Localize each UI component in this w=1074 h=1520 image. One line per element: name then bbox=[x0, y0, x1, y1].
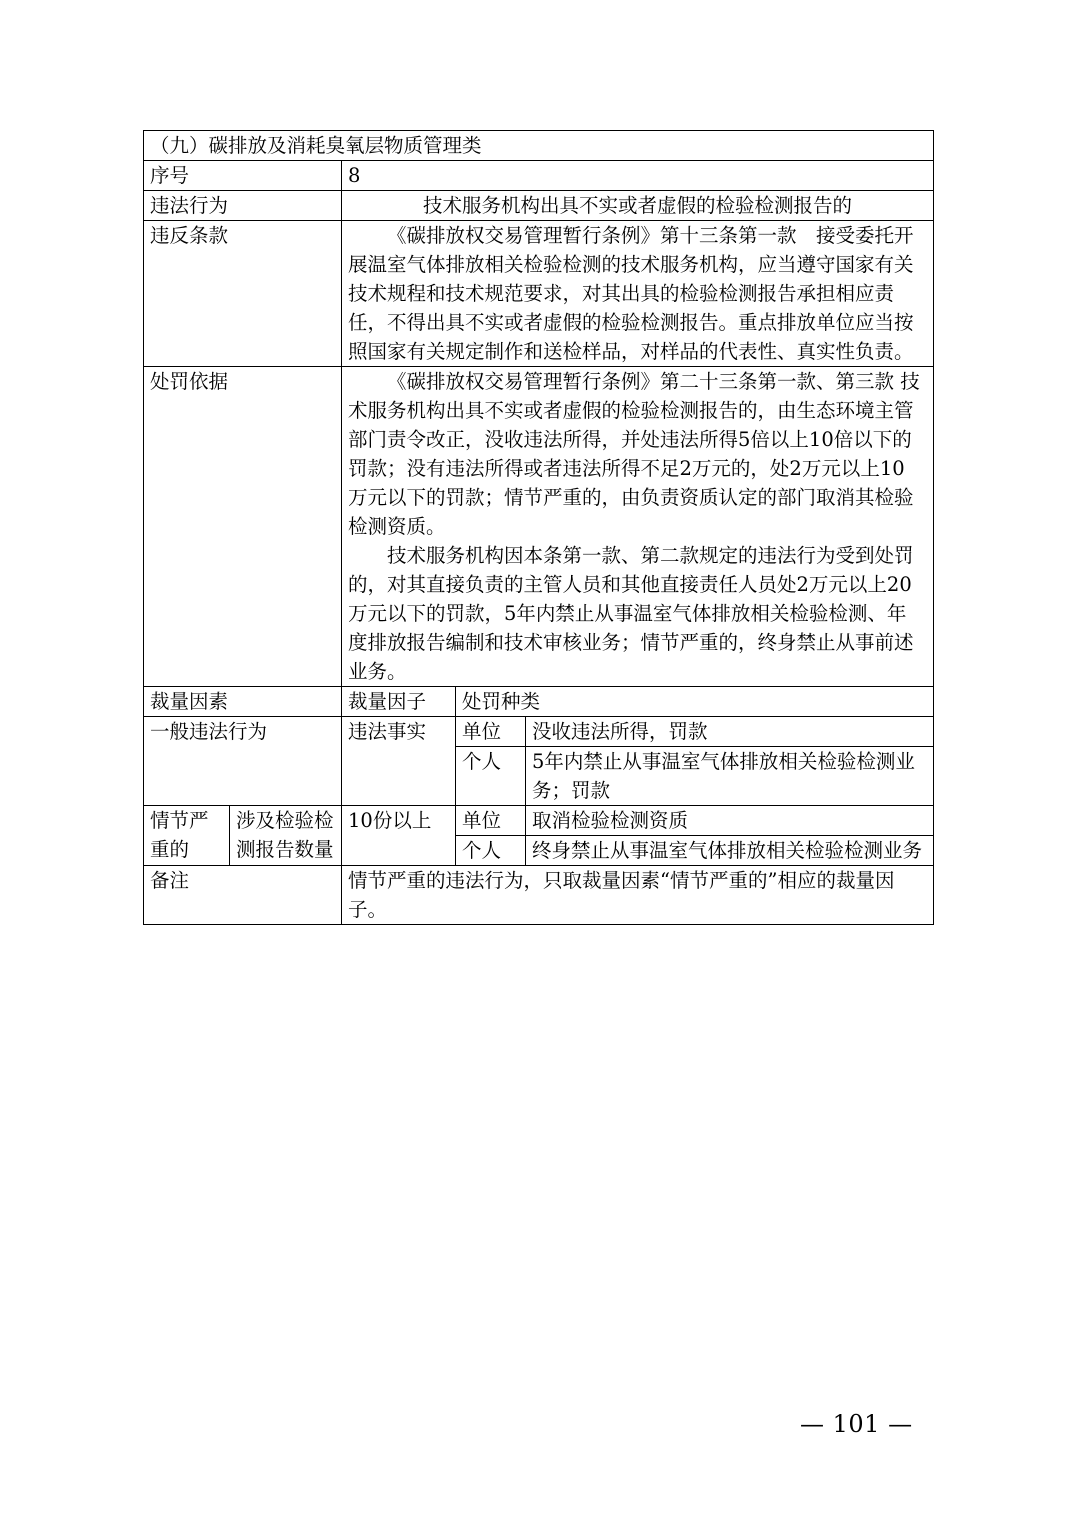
clause-label: 违反条款 bbox=[144, 221, 342, 367]
violation-label: 违法行为 bbox=[144, 191, 342, 221]
penalty-basis-row bbox=[144, 367, 934, 687]
discretion-factor-item-label: 裁量因子 bbox=[342, 687, 456, 717]
remark-text: 情节严重的违法行为，只取裁量因素“情节严重的”相应的裁量因子。 bbox=[342, 866, 934, 925]
penalty-discretion-table bbox=[143, 130, 934, 925]
section-title: （九）碳排放及消耗臭氧层物质管理类 bbox=[144, 131, 934, 161]
serious-individual-subject: 个人 bbox=[456, 836, 526, 866]
section-title-row bbox=[144, 131, 934, 161]
serious-sublabel: 涉及检验检测报告数量 bbox=[230, 806, 342, 866]
serial-value: 8 bbox=[342, 161, 934, 191]
general-label: 一般违法行为 bbox=[144, 717, 342, 806]
serious-unit-subject: 单位 bbox=[456, 806, 526, 836]
serious-unit-penalty: 取消检验检测资质 bbox=[526, 806, 934, 836]
penalty-type-label: 处罚种类 bbox=[456, 687, 934, 717]
general-unit-subject: 单位 bbox=[456, 717, 526, 747]
general-individual-subject: 个人 bbox=[456, 747, 526, 806]
general-unit-penalty: 没收违法所得，罚款 bbox=[526, 717, 934, 747]
remark-row bbox=[144, 866, 934, 925]
general-individual-penalty: 5年内禁止从事温室气体排放相关检验检测业务；罚款 bbox=[526, 747, 934, 806]
general-row-unit bbox=[144, 717, 934, 747]
remark-label: 备注 bbox=[144, 866, 342, 925]
serious-individual-penalty: 终身禁止从事温室气体排放相关检验检测业务 bbox=[526, 836, 934, 866]
violation-row bbox=[144, 191, 934, 221]
page-number: — 101 — bbox=[800, 1410, 913, 1438]
serial-label: 序号 bbox=[144, 161, 342, 191]
clause-row bbox=[144, 221, 934, 367]
discretion-header-row bbox=[144, 687, 934, 717]
clause-text-cell bbox=[342, 221, 934, 367]
serious-row-unit bbox=[144, 806, 934, 836]
discretion-factor-label: 裁量因素 bbox=[144, 687, 342, 717]
general-factor: 违法事实 bbox=[342, 717, 456, 806]
serious-label: 情节严重的 bbox=[144, 806, 230, 866]
clause-text: 《碳排放权交易管理暂行条例》第十三条第一款 接受委托开展温室气体排放相关检验检测的技术服务机构，应当遵守国家有关技术规程和技术规范要求，对其出具的检验检测报告承担相应责任，不得出具不实或者虚假的检验检测报告。重点排放单位应当按照国家有关规定制作和送检样品，对样品的代表性、真实性负责。 bbox=[348, 224, 914, 363]
penalty-basis-para-1: 《碳排放权交易管理暂行条例》第二十三条第一款、第三款 技术服务机构出具不实或者虚假的检验检测报告的，由生态环境主管部门责令改正，没收违法所得，并处违法所得5倍以上10倍以下的罚款；没有违法所得或者违法所得不足2万元的，处2万元以上10万元以下的罚款；情节严重的，由负责资质认定的部门取消其检验检测资质。 bbox=[348, 370, 920, 538]
penalty-basis-label: 处罚依据 bbox=[144, 367, 342, 687]
serious-factor: 10份以上 bbox=[342, 806, 456, 866]
serial-row bbox=[144, 161, 934, 191]
violation-value: 技术服务机构出具不实或者虚假的检验检测报告的 bbox=[342, 191, 934, 221]
penalty-basis-para-2: 技术服务机构因本条第一款、第二款规定的违法行为受到处罚的，对其直接负责的主管人员和其他直接责任人员处2万元以上20万元以下的罚款，5年内禁止从事温室气体排放相关检验检测、年度排放报告编制和技术审核业务；情节严重的，终身禁止从事前述业务。 bbox=[348, 544, 914, 683]
penalty-basis-cell bbox=[342, 367, 934, 687]
